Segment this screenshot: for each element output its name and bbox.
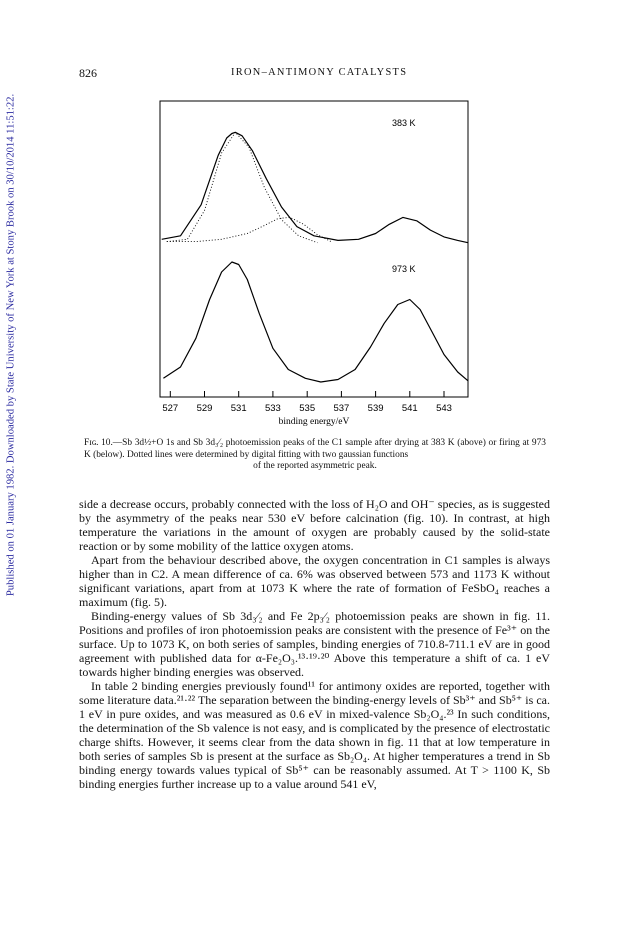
download-watermark-text: Published on 01 January 1982. Downloaded by State University of New York at Stony Brook on 30/10/2014 11:51:22. [5, 93, 17, 597]
x-tick-label: 533 [264, 403, 281, 414]
figure-10 [150, 100, 480, 430]
curve-panel-1-series-2 [167, 132, 318, 242]
paragraph-1: side a decrease occurs, probably connected with the loss of H₂O and OH⁻ species, as is suggested by the asymmetry of the peaks near 530 eV before calcination (fig. 10). In contrast, at high temperature the variations in the amount of oxygen are probably caused by the solid-state reaction or by some mobility of the lattice oxygen atoms. [79, 497, 550, 553]
journal-title: IRON–ANTIMONY CATALYSTS [231, 67, 408, 78]
curve-panel-1-series-3 [167, 217, 331, 241]
paragraph-3: Binding-energy values of Sb 3d₃⁄₂ and Fe 2p₃⁄₂ photoemission peaks are shown in fig. 11. Positions and profiles of iron photoemission peaks are consistent with the presence of Fe³⁺ on the surface. Up to 1073 K, on both series of samples, binding energies of 710.8-711.1 eV are in good agreement with published data for α-Fe₂O₃.¹³·¹⁹·²⁰ Above this temperature a shift of ca. 1 eV towards higher binding energies was observed. [79, 609, 550, 679]
x-axis-label: binding energy/eV [278, 417, 350, 427]
caption-line-3: of the reported asymmetric peak. [253, 461, 377, 471]
x-tick-label: 531 [230, 403, 247, 414]
caption-line-2: or firing at 973 K (below). Dotted lines were determined by digital fitting with two gaussian functions [84, 438, 546, 460]
photoemission-chart [150, 100, 480, 430]
page-number: 826 [79, 66, 97, 80]
x-tick-label: 543 [436, 403, 452, 414]
x-tick-label: 537 [333, 403, 350, 414]
running-head [79, 66, 551, 82]
x-tick-label: 529 [196, 403, 213, 414]
x-tick-label: 539 [367, 403, 384, 414]
figure-caption [84, 438, 546, 473]
x-tick-label: 541 [401, 403, 418, 414]
curve-panel-2-series-1 [163, 262, 468, 382]
body-text [79, 497, 550, 791]
curve-panel-1-series-1 [162, 132, 468, 242]
paragraph-4: In table 2 binding energies previously found¹¹ for antimony oxides are reported, together with some literature data.²¹·²² The separation between the binding-energy levels of Sb³⁺ and Sb⁵⁺ is ca. 1 eV in pure oxides, and was measured as 0.6 eV in mixed-valence Sb₂O₄.²³ In such conditions, the determination of the Sb valence is not easy, and is complicated by the presence of electrostatic charge shifts. However, it seems clear from the data shown in fig. 11 that at low temperature in both series of samples Sb is present at the surface as Sb₂O₄. At higher temperatures a trend in Sb binding energy towards values typical of Sb⁵⁺ can be reasonably assumed. At T > 1100 K, Sb binding energies further increase up to a value around 541 eV, [79, 679, 550, 791]
paragraph-2: Apart from the behaviour described above, the oxygen concentration in C1 samples is always higher than in C2. A mean difference of ca. 6% was observed between 573 and 1173 K without significant variations, apart from at 1073 K where the rate of formation of FeSbO₄ reaches a maximum (fig. 5). [79, 553, 550, 609]
panel-label-bottom: 973 K [392, 264, 416, 274]
download-watermark [0, 90, 22, 600]
x-tick-label: 535 [299, 403, 316, 414]
x-tick-label: 527 [162, 403, 179, 414]
caption-line-1: Fɪɢ. 10.—Sb 3d½+O 1s and Sb 3d₃⁄₂ photoemission peaks of the C1 sample after drying at 383 K (above) [84, 438, 486, 448]
plot-frame [160, 101, 468, 397]
panel-label-top: 383 K [392, 118, 416, 128]
